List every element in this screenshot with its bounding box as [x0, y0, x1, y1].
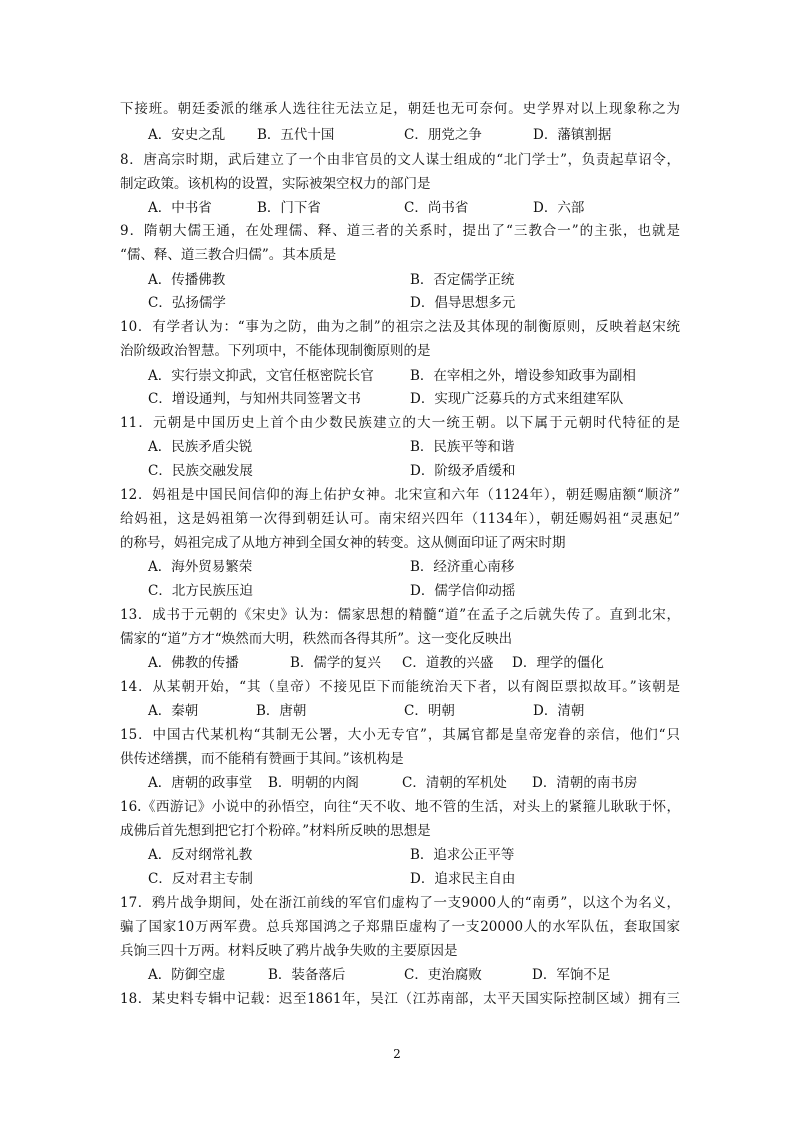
q13-option-a: A．佛教的传播 [148, 655, 239, 671]
q15-stem-line-1: 15．中国古代某机构“其制无公署，大小无专官”，其属官都是皇帝宠眷的亲信，他们“只 [120, 727, 680, 743]
q15-option-b: B．明朝的内阁 [268, 775, 359, 791]
q16-stem-line-1: 16.《西游记》小说中的孙悟空，向往“天不收、地不管的生活，对头上的紧箍儿耿耿于怀， [120, 799, 680, 815]
q12-stem-line-2: 给妈祖，这是妈祖第一次得到朝廷认可。南宋绍兴四年（1134年），朝廷赐妈祖“灵惠妃” [120, 511, 680, 527]
q12-option-d: D．儒学信仰动摇 [410, 583, 516, 599]
q14-option-c: C．明朝 [404, 703, 455, 719]
q9-option-b: B．否定儒学正统 [410, 272, 515, 288]
q8-stem-line-1: 8．唐高宗时期，武后建立了一个由非官员的文人谋士组成的“北门学士”，负责起草诏令， [120, 152, 680, 168]
q7-option-b: B．五代十国 [257, 127, 335, 143]
q17-stem-line-3: 兵饷三四十万两。材料反映了鸦片战争失败的主要原因是 [120, 943, 458, 959]
q16-option-d: D．追求民主自由 [410, 871, 516, 887]
q11-option-c: C．民族交融发展 [148, 463, 253, 479]
q8-stem-line-2: 制定政策。该机构的设置，实际被架空权力的部门是 [120, 176, 431, 192]
q10-stem-line-1: 10．有学者认为：“事为之防，曲为之制”的祖宗之法及其体现的制衡原则，反映着赵宋统 [120, 319, 680, 335]
q10-option-d: D．实现广泛募兵的方式来组建军队 [410, 391, 624, 407]
q12-option-a: A．海外贸易繁荣 [148, 559, 253, 575]
q9-option-d: D．倡导思想多元 [410, 295, 516, 311]
q16-option-b: B．追求公正平等 [410, 847, 515, 863]
q9-stem-line-1: 9．隋朝大儒王通，在处理儒、释、道三者的关系时，提出了“三教合一”的主张，也就是 [120, 223, 680, 239]
q11-option-a: A．民族矛盾尖锐 [148, 439, 253, 455]
q7-option-a: A．安史之乱 [148, 127, 226, 143]
q15-option-d: D．清朝的南书房 [532, 775, 638, 791]
q12-stem-line-1: 12．妈祖是中国民间信仰的海上佑护女神。北宋宣和六年（1124年），朝廷赐庙额“顺济” [120, 487, 680, 503]
q15-option-a: A．唐朝的政事堂 [148, 775, 253, 791]
q14-option-b: B．唐朝 [256, 703, 307, 719]
q17-option-d: D．军饷不足 [532, 967, 611, 983]
q17-stem-line-2: 骗了国家10万两军费。总兵郑国鸿之子郑鼎臣虚构了一支20000人的水军队伍，套取国家 [120, 919, 680, 935]
q16-option-a: A．反对纲常礼教 [148, 847, 253, 863]
q14-option-a: A．秦朝 [148, 703, 199, 719]
q14-stem-line-1: 14．从某朝开始，“其（皇帝）不接见臣下而能统治天下者，以有阁臣票拟故耳。”该朝是 [120, 679, 680, 695]
q16-option-c: C．反对君主专制 [148, 871, 253, 887]
q8-option-c: C．尚书省 [404, 200, 469, 216]
q17-stem-line-1: 17．鸦片战争期间，处在浙江前线的军官们虚构了一支9000人的“南勇”，以这个为名义， [120, 895, 680, 911]
q11-stem-line-1: 11．元朝是中国历史上首个由少数民族建立的大一统王朝。以下属于元朝时代特征的是 [120, 415, 680, 431]
q7-text-line: 下接班。朝廷委派的继承人选往往无法立足，朝廷也无可奈何。史学界对以上现象称之为 [120, 101, 680, 117]
q13-option-d: D．理学的僵化 [512, 655, 604, 671]
q13-option-b: B．儒学的复兴 [290, 655, 381, 671]
q17-option-c: C．吏治腐败 [404, 967, 482, 983]
q12-option-c: C．北方民族压迫 [148, 583, 253, 599]
q16-stem-line-2: 成佛后首先想到把它打个粉碎。”材料所反映的思想是 [120, 823, 431, 839]
q8-option-d: D．六部 [533, 200, 585, 216]
q9-option-c: C．弘扬儒学 [148, 295, 226, 311]
q10-stem-line-2: 治阶级政治智慧。下列项中，不能体现制衡原则的是 [120, 343, 431, 359]
q17-option-b: B．装备落后 [268, 967, 346, 983]
page-number: 2 [393, 1047, 401, 1061]
q8-option-b: B．门下省 [257, 200, 321, 216]
q17-option-a: A．防御空虚 [148, 967, 226, 983]
q11-option-d: D．阶级矛盾缓和 [410, 463, 516, 479]
q15-stem-line-2: 供传述缮撰，而不能稍有赞画于其间。”该机构是 [120, 751, 404, 767]
q13-stem-line-1: 13．成书于元朝的《宋史》认为：儒家思想的精髓“道”在孟子之后就失传了。直到北宋， [120, 607, 680, 623]
q11-option-b: B．民族平等和谐 [410, 439, 515, 455]
q10-option-a: A．实行崇文抑武，文官任枢密院长官 [148, 368, 374, 384]
q9-stem-line-2: “儒、释、道三教合归儒”。其本质是 [120, 247, 337, 263]
q9-option-a: A．传播佛教 [148, 272, 226, 288]
q13-option-c: C．道教的兴盛 [402, 655, 494, 671]
q12-stem-line-3: 的称号，妈祖完成了从地方神到全国女神的转变。这从侧面印证了两宋时期 [120, 535, 566, 551]
q14-option-d: D．清朝 [533, 703, 585, 719]
q12-option-b: B．经济重心南移 [410, 559, 515, 575]
q15-option-c: C．清朝的军机处 [402, 775, 507, 791]
q7-option-c: C．朋党之争 [404, 127, 482, 143]
q7-option-d: D．藩镇割据 [533, 127, 612, 143]
q10-option-c: C．增设通判，与知州共同签署文书 [148, 391, 361, 407]
q8-option-a: A．中书省 [148, 200, 212, 216]
q13-stem-line-2: 儒家的“道”方才“焕然而大明，秩然而各得其所”。这一变化反映出 [120, 631, 513, 647]
q10-option-b: B．在宰相之外，增设参知政事为副相 [410, 368, 636, 384]
q18-stem-line-1: 18．某史料专辑中记载：迟至1861年，吴江（江苏南部，太平天国实际控制区域）拥有三 [120, 991, 680, 1007]
